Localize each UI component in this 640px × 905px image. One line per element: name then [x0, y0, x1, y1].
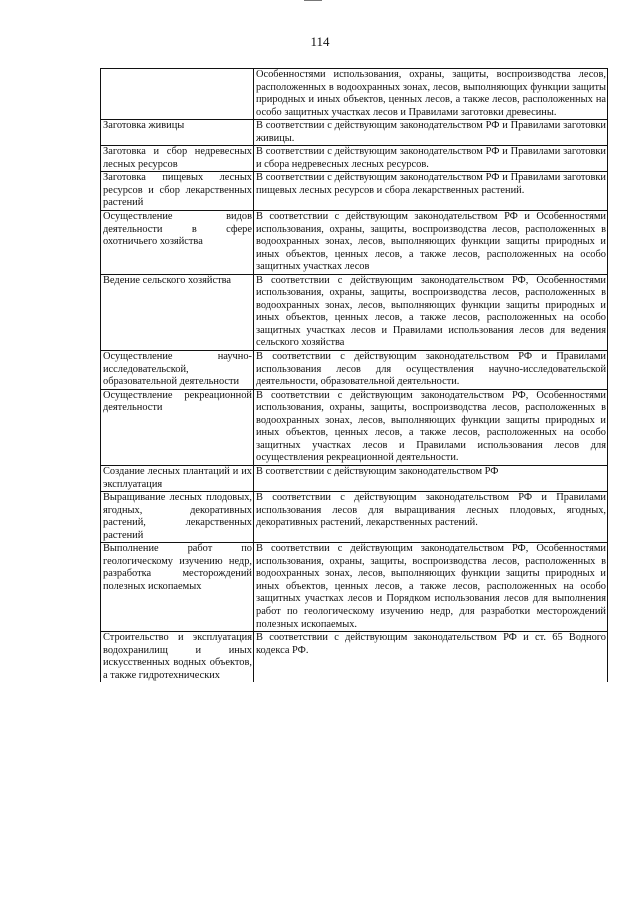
table-row [101, 465, 608, 491]
rule-cell: В соответствии с действующим законодательством РФ и Правилами использования лесов для выращивания лесных плодовых, ягодных, декоративных растений, лекарственных растений. [254, 492, 608, 543]
table-row [101, 632, 608, 683]
table-row [101, 146, 608, 172]
activity-cell: Выполнение работ по геологическому изучению недр, разработка месторождений полезных ископаемых [101, 543, 254, 632]
rule-cell: В соответствии с действующим законодательством РФ и Правилами заготовки пищевых лесных ресурсов и сбора лекарственных растений. [254, 172, 608, 211]
activity-cell: Заготовка пищевых лесных ресурсов и сбор лекарственных растений [101, 172, 254, 211]
activity-cell: Осуществление видов деятельности в сфере охотничьего хозяйства [101, 211, 254, 275]
rule-cell: В соответствии с действующим законодательством РФ и Правилами заготовки живицы. [254, 120, 608, 146]
top-margin-mark [304, 0, 322, 1]
activity-cell: Заготовка живицы [101, 120, 254, 146]
rule-cell: В соответствии с действующим законодательством РФ и Правилами использования лесов для осуществления научно-исследовательской деятельности, образовательной деятельности. [254, 351, 608, 390]
table-row [101, 351, 608, 390]
table-row [101, 492, 608, 543]
table-row [101, 543, 608, 632]
table-row [101, 211, 608, 275]
activity-cell: Создание лесных плантаций и их эксплуатация [101, 465, 254, 491]
rule-cell: В соответствии с действующим законодательством РФ и Правилами заготовки и сбора недревесных лесных ресурсов. [254, 146, 608, 172]
activity-cell: Ведение сельского хозяйства [101, 274, 254, 350]
activity-cell: Осуществление научно-исследовательской, образовательной деятельности [101, 351, 254, 390]
rule-cell: В соответствии с действующим законодательством РФ, Особенностями использования, охраны, защиты, воспроизводства лесов, расположенных в водоохранных зонах, лесов, выполняющих функции защиты природных и иных объектов, ценных лесов, а также лесов, расположенных на особо защитных участках лесов и Порядком использования лесов для выполнения работ по геологическому изучению недр, для разработки месторождений полезных ископаемых. [254, 543, 608, 632]
activity-cell: Заготовка и сбор недревесных лесных ресурсов [101, 146, 254, 172]
table-row [101, 120, 608, 146]
rule-cell: В соответствии с действующим законодательством РФ [254, 465, 608, 491]
table-row [101, 389, 608, 465]
page-number: 114 [310, 34, 330, 49]
rule-cell: Особенностями использования, охраны, защиты, воспроизводства лесов, расположенных в водоохранных зонах, лесов, выполняющих функции защиты природных и иных объектов, ценных лесов, а также лесов, расположенных на особо защитных участках лесов и Правилами заготовки древесины. [254, 69, 608, 120]
rule-cell: В соответствии с действующим законодательством РФ и ст. 65 Водного кодекса РФ. [254, 632, 608, 683]
table-row [101, 69, 608, 120]
activity-cell: Выращивание лесных плодовых, ягодных, декоративных растений, лекарственных растений [101, 492, 254, 543]
activity-cell [101, 69, 254, 120]
table-row [101, 274, 608, 350]
rule-cell: В соответствии с действующим законодательством РФ и Особенностями использования, охраны, защиты, воспроизводства лесов, расположенных в водоохранных зонах, лесов, выполняющих функции защиты природных и иных объектов, ценных лесов, а также лесов, расположенных на особо защитных участках лесов [254, 211, 608, 275]
table-row [101, 172, 608, 211]
rule-cell: В соответствии с действующим законодательством РФ, Особенностями использования, охраны, защиты, воспроизводства лесов, расположенных в водоохранных зонах, лесов, выполняющих функции защиты природных и иных объектов, ценных лесов, а также лесов, расположенных на особо защитных участках лесов и Правилами использования лесов для ведения сельского хозяйства [254, 274, 608, 350]
forest-use-rules-table [100, 68, 608, 682]
activity-cell: Осуществление рекреационной деятельности [101, 389, 254, 465]
rule-cell: В соответствии с действующим законодательством РФ, Особенностями использования, охраны, защиты, воспроизводства лесов, расположенных в водоохранных зонах, лесов, выполняющих функции защиты природных и иных объектов, ценных лесов, а также лесов, расположенных на особо защитных участках лесов и Правилами использования лесов для осуществления рекреационной деятельности. [254, 389, 608, 465]
activity-cell: Строительство и эксплуатация водохранилищ и иных искусственных водных объектов, а также гидротехнических [101, 632, 254, 683]
